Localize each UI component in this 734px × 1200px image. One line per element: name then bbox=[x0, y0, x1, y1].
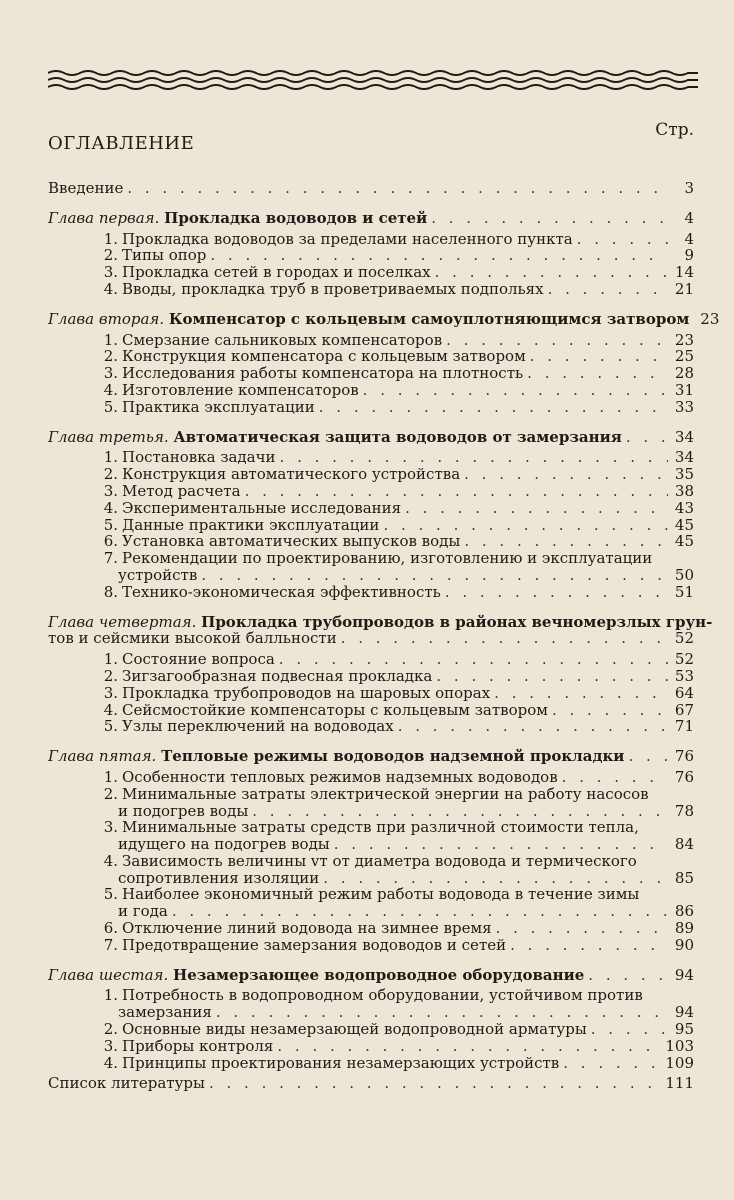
dot-leader bbox=[383, 517, 668, 533]
item-page: 4 bbox=[684, 229, 694, 248]
item-label-line-1: Рекомендации по проектированию, изготовлению и эксплуатации bbox=[122, 549, 653, 568]
item-number: 1. bbox=[103, 330, 118, 349]
item-label-line-2: замерзания bbox=[118, 1003, 212, 1022]
toc-item bbox=[48, 332, 694, 349]
item-label: Практика эксплуатации bbox=[122, 397, 315, 416]
toc-chapter-4-continuation bbox=[48, 630, 694, 647]
toc-chapter-4 bbox=[48, 612, 713, 631]
item-number: 1. bbox=[103, 448, 118, 467]
toc-item bbox=[48, 886, 694, 903]
dot-leader bbox=[494, 685, 668, 701]
dot-leader bbox=[552, 702, 668, 718]
chapter-title: Компенсатор с кольцевым самоуплотняющимся затвором bbox=[168, 309, 690, 328]
chapter-prefix: Глава вторая. bbox=[48, 309, 165, 328]
item-label-line-2: идущего на подогрев воды bbox=[118, 835, 330, 854]
chapter-page: 94 bbox=[674, 965, 694, 984]
dot-leader bbox=[626, 429, 668, 445]
item-page: 45 bbox=[674, 515, 694, 534]
item-page: 31 bbox=[674, 380, 694, 399]
toc-item bbox=[48, 247, 694, 264]
toc-item-continuation bbox=[48, 803, 694, 820]
item-label: Прокладка сетей в городах и поселках bbox=[122, 263, 431, 282]
dot-leader bbox=[279, 651, 668, 667]
toc-item bbox=[48, 769, 694, 786]
item-number: 7. bbox=[103, 935, 118, 954]
dot-leader bbox=[201, 567, 668, 583]
chapter-prefix: Глава четвертая. bbox=[48, 612, 197, 631]
item-label-line-1: Зависимость величины vт от диаметра водовода и термического bbox=[122, 851, 637, 870]
toc-item bbox=[48, 449, 694, 466]
item-page: 85 bbox=[674, 868, 694, 887]
item-page: 90 bbox=[674, 935, 694, 954]
dot-leader bbox=[341, 630, 668, 646]
dot-leader bbox=[210, 247, 668, 263]
item-page: 14 bbox=[674, 263, 694, 282]
item-page: 109 bbox=[665, 1053, 694, 1072]
item-label: Конструкция компенсатора с кольцевым затвором bbox=[122, 347, 526, 366]
dot-leader bbox=[209, 1075, 661, 1091]
item-number: 2. bbox=[103, 465, 118, 484]
toc-item bbox=[48, 1055, 694, 1072]
toc-item-continuation bbox=[48, 836, 694, 853]
toc-item bbox=[48, 819, 694, 836]
dot-leader bbox=[464, 466, 668, 482]
item-number: 1. bbox=[103, 229, 118, 248]
toc-item bbox=[48, 231, 694, 248]
toc-chapter-5 bbox=[48, 748, 694, 765]
item-label: Приборы контроля bbox=[122, 1036, 274, 1055]
item-label: Смерзание сальниковых компенсаторов bbox=[122, 330, 443, 349]
toc-chapter-6 bbox=[48, 967, 694, 984]
item-label: Сейсмостойкие компенсаторы с кольцевым затвором bbox=[122, 700, 548, 719]
toc-item bbox=[48, 365, 694, 382]
dot-leader bbox=[323, 870, 668, 886]
toc-item bbox=[48, 920, 694, 937]
dot-leader bbox=[435, 264, 668, 280]
dot-leader bbox=[280, 449, 668, 465]
item-number: 3. bbox=[103, 818, 118, 837]
chapter-prefix: Глава пятая. bbox=[48, 747, 157, 766]
item-page: 94 bbox=[674, 1003, 694, 1022]
dot-leader bbox=[405, 500, 668, 516]
toc-item bbox=[48, 382, 694, 399]
item-number: 6. bbox=[103, 532, 118, 551]
item-label-line-1: Потребность в водопроводном оборудовании, устойчивом против bbox=[122, 986, 643, 1005]
toc-chapter-3 bbox=[48, 429, 694, 446]
item-number: 4. bbox=[103, 700, 118, 719]
toc-item bbox=[48, 853, 694, 870]
dot-leader bbox=[591, 1021, 668, 1037]
chapter-title-line-2: тов и сейсмики высокой балльности bbox=[48, 629, 337, 648]
item-label: Прокладка трубопроводов на шаровых опорах bbox=[122, 683, 491, 702]
item-number: 1. bbox=[103, 767, 118, 786]
item-page: 43 bbox=[674, 498, 694, 517]
item-label: Принципы проектирования незамерзающих устройств bbox=[122, 1053, 560, 1072]
item-number: 4. bbox=[103, 498, 118, 517]
toc-item bbox=[48, 517, 694, 534]
item-page: 23 bbox=[674, 330, 694, 349]
toc-item bbox=[48, 702, 694, 719]
item-page: 25 bbox=[674, 347, 694, 366]
item-label-line-2: сопротивления изоляции bbox=[118, 868, 320, 887]
item-label: Прокладка водоводов за пределами населенного пункта bbox=[122, 229, 573, 248]
toc-chapter-1 bbox=[48, 210, 694, 227]
chapter-title: Незамерзающее водопроводное оборудование bbox=[173, 965, 585, 984]
item-page: 53 bbox=[674, 666, 694, 685]
item-page: 78 bbox=[674, 801, 694, 820]
dot-leader bbox=[319, 399, 668, 415]
item-page: 28 bbox=[674, 364, 694, 383]
item-number: 7. bbox=[103, 549, 118, 568]
toc-item-continuation bbox=[48, 903, 694, 920]
dot-leader bbox=[562, 769, 668, 785]
toc-item bbox=[48, 786, 694, 803]
item-page: 50 bbox=[674, 565, 694, 584]
toc-item bbox=[48, 1021, 694, 1038]
toc-item bbox=[48, 550, 694, 567]
item-label: Постановка задачи bbox=[122, 448, 276, 467]
chapter-title-line-1: Прокладка трубопроводов в районах вечномерзлых грун- bbox=[201, 612, 713, 631]
toc-item bbox=[48, 500, 694, 517]
toc-item bbox=[48, 668, 694, 685]
item-number: 5. bbox=[103, 397, 118, 416]
decorative-wave-rule bbox=[48, 68, 698, 96]
item-label: Метод расчета bbox=[122, 481, 241, 500]
dot-leader bbox=[172, 903, 668, 919]
chapter-title: Автоматическая защита водоводов от замерзания bbox=[173, 427, 622, 446]
item-number: 4. bbox=[103, 380, 118, 399]
toc-item bbox=[48, 1038, 694, 1055]
dot-leader bbox=[334, 836, 668, 852]
chapter-page: 76 bbox=[674, 747, 694, 766]
item-number: 4. bbox=[103, 1053, 118, 1072]
toc-item bbox=[48, 483, 694, 500]
item-page: 89 bbox=[674, 919, 694, 938]
toc-item bbox=[48, 987, 694, 1004]
item-page: 52 bbox=[674, 650, 694, 669]
dot-leader bbox=[363, 382, 668, 398]
item-page: 95 bbox=[674, 1020, 694, 1039]
item-number: 1. bbox=[103, 986, 118, 1005]
entry-label: Список литературы bbox=[48, 1074, 205, 1093]
toc-item-continuation bbox=[48, 870, 694, 887]
dot-leader bbox=[548, 281, 668, 297]
item-label: Изготовление компенсаторов bbox=[122, 380, 359, 399]
item-number: 3. bbox=[103, 481, 118, 500]
dot-leader bbox=[436, 668, 668, 684]
toc-item bbox=[48, 584, 694, 601]
dot-leader bbox=[527, 365, 668, 381]
chapter-page: 52 bbox=[674, 629, 694, 648]
toc-item bbox=[48, 937, 694, 954]
item-page: 21 bbox=[674, 279, 694, 298]
item-label: Зигзагообразная подвесная прокладка bbox=[122, 666, 433, 685]
item-number: 5. bbox=[103, 515, 118, 534]
item-number: 3. bbox=[103, 263, 118, 282]
item-page: 9 bbox=[684, 246, 694, 265]
dot-leader bbox=[464, 533, 668, 549]
item-page: 64 bbox=[674, 683, 694, 702]
dot-leader bbox=[277, 1038, 661, 1054]
chapter-prefix: Глава шестая. bbox=[48, 965, 169, 984]
dot-leader bbox=[216, 1004, 668, 1020]
dot-leader bbox=[563, 1055, 661, 1071]
item-label: Основные виды незамерзающей водопроводной арматуры bbox=[122, 1020, 587, 1039]
item-number: 5. bbox=[103, 885, 118, 904]
item-label: Состояние вопроса bbox=[122, 650, 275, 669]
toc-item-continuation bbox=[48, 567, 694, 584]
item-number: 3. bbox=[103, 1036, 118, 1055]
item-label: Исследования работы компенсатора на плотность bbox=[122, 364, 524, 383]
item-number: 5. bbox=[103, 717, 118, 736]
item-label-line-1: Минимальные затраты электрической энергии на работу насосов bbox=[122, 784, 649, 803]
item-label: Типы опор bbox=[122, 246, 207, 265]
entry-page: 3 bbox=[684, 179, 694, 197]
toc-item-continuation bbox=[48, 1004, 694, 1021]
dot-leader bbox=[245, 483, 668, 499]
chapter-page: 23 bbox=[700, 309, 720, 328]
toc-item bbox=[48, 533, 694, 550]
toc-item bbox=[48, 466, 694, 483]
item-page: 86 bbox=[674, 902, 694, 921]
item-label: Конструкция автоматического устройства bbox=[122, 465, 461, 484]
item-page: 45 bbox=[674, 532, 694, 551]
toc-item bbox=[48, 651, 694, 668]
item-label: Технико-экономическая эффективность bbox=[122, 582, 441, 601]
toc-item bbox=[48, 348, 694, 365]
item-page: 67 bbox=[674, 700, 694, 719]
chapter-page: 4 bbox=[684, 208, 694, 227]
table-of-contents bbox=[48, 168, 720, 1093]
item-number: 2. bbox=[103, 347, 118, 366]
dot-leader bbox=[127, 180, 668, 196]
dot-leader bbox=[252, 803, 668, 819]
item-label: Установка автоматических выпусков воды bbox=[122, 532, 461, 551]
dot-leader bbox=[530, 348, 668, 364]
chapter-title: Тепловые режимы водоводов надземной прокладки bbox=[161, 747, 625, 766]
item-number: 2. bbox=[103, 246, 118, 265]
dot-leader bbox=[496, 920, 668, 936]
item-page: 34 bbox=[674, 448, 694, 467]
item-page: 76 bbox=[674, 767, 694, 786]
dot-leader bbox=[398, 718, 668, 734]
item-number: 6. bbox=[103, 919, 118, 938]
item-label: Вводы, прокладка труб в проветриваемых подпольях bbox=[122, 279, 544, 298]
item-page: 33 bbox=[674, 397, 694, 416]
item-number: 4. bbox=[103, 851, 118, 870]
toc-item bbox=[48, 718, 694, 735]
entry-page: 111 bbox=[665, 1074, 694, 1093]
item-number: 8. bbox=[103, 582, 118, 601]
item-label-line-2: устройств bbox=[118, 565, 198, 584]
item-number: 3. bbox=[103, 683, 118, 702]
dot-leader bbox=[445, 584, 668, 600]
item-label: Узлы переключений на водоводах bbox=[122, 717, 394, 736]
dot-leader bbox=[446, 332, 668, 348]
item-page: 103 bbox=[665, 1036, 694, 1055]
item-number: 3. bbox=[103, 364, 118, 383]
item-page: 71 bbox=[674, 717, 694, 736]
item-number: 2. bbox=[103, 1020, 118, 1039]
item-number: 2. bbox=[103, 666, 118, 685]
item-number: 2. bbox=[103, 784, 118, 803]
toc-item bbox=[48, 281, 694, 298]
entry-label: Введение bbox=[48, 179, 124, 197]
item-number: 4. bbox=[103, 279, 118, 298]
dot-leader bbox=[628, 748, 668, 764]
toc-item bbox=[48, 685, 694, 702]
toc-chapter-2 bbox=[48, 309, 720, 328]
toc-entry-literature bbox=[48, 1075, 694, 1092]
dot-leader bbox=[431, 210, 668, 226]
page-title: ОГЛАВЛЕНИЕ bbox=[48, 133, 195, 154]
toc-item bbox=[48, 399, 694, 416]
item-page: 35 bbox=[674, 465, 694, 484]
dot-leader bbox=[588, 967, 668, 983]
item-page: 51 bbox=[674, 582, 694, 601]
toc-entry-introduction bbox=[48, 180, 694, 197]
dot-leader bbox=[577, 231, 668, 247]
chapter-prefix: Глава первая. bbox=[48, 208, 160, 227]
item-label-line-2: и года bbox=[118, 902, 168, 921]
chapter-page: 34 bbox=[674, 427, 694, 446]
item-label-line-1: Наиболее экономичный режим работы водовода в течение зимы bbox=[122, 885, 640, 904]
item-page: 84 bbox=[674, 835, 694, 854]
item-label: Отключение линий водовода на зимнее время bbox=[122, 919, 492, 938]
toc-item bbox=[48, 264, 694, 281]
item-label: Экспериментальные исследования bbox=[122, 498, 402, 517]
item-number: 1. bbox=[103, 650, 118, 669]
dot-leader bbox=[510, 937, 668, 953]
item-label: Данные практики эксплуатации bbox=[122, 515, 380, 534]
chapter-prefix: Глава третья. bbox=[48, 427, 169, 446]
item-label: Предотвращение замерзания водоводов и сетей bbox=[122, 935, 507, 954]
item-label-line-2: и подогрев воды bbox=[118, 801, 249, 820]
item-page: 38 bbox=[674, 481, 694, 500]
page-column-label: Стр. bbox=[655, 120, 694, 140]
item-label: Особенности тепловых режимов надземных водоводов bbox=[122, 767, 558, 786]
chapter-title: Прокладка водоводов и сетей bbox=[164, 208, 428, 227]
item-label-line-1: Минимальные затраты средств при различной стоимости тепла, bbox=[122, 818, 639, 837]
